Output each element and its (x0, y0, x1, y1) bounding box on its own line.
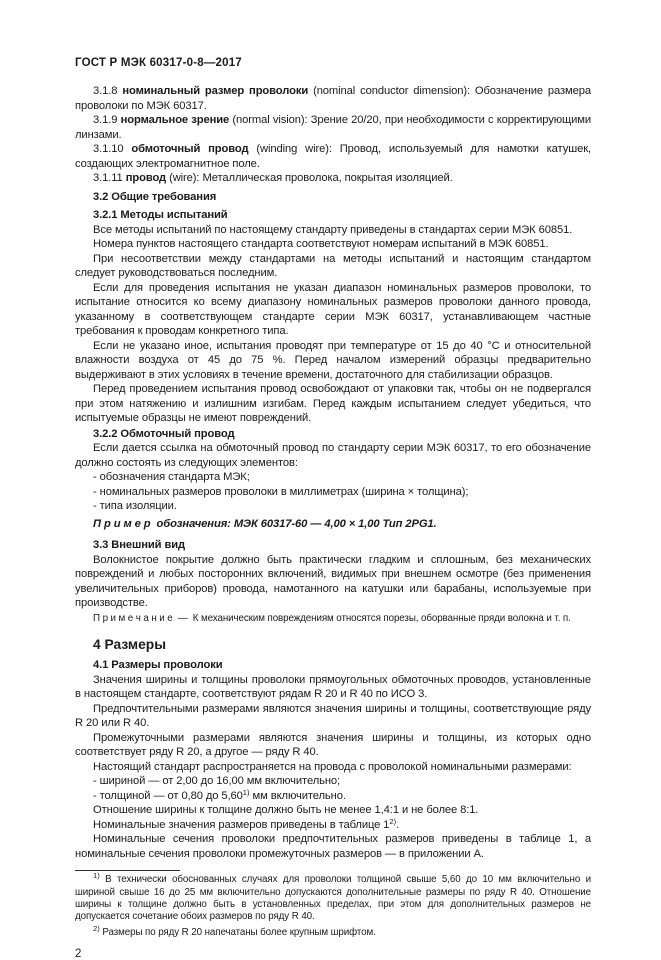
footnote-2-marker: 2) (93, 924, 100, 934)
term-number: 3.1.11 (93, 172, 123, 184)
list-item-text: мм включительно. (249, 789, 346, 802)
document-content (75, 84, 591, 861)
footnote-separator-rule (75, 870, 180, 871)
paragraph: Отношение ширины к толщине должно быть не менее 1,4:1 и не более 8:1. (93, 804, 479, 817)
example-designation: П р и м е р обозначения: МЭК 60317-60 — 4,00 × 1,00 Тип 2PG1. (93, 517, 437, 530)
paragraph-text: . (396, 818, 400, 831)
list-item: - типа изоляции. (93, 500, 177, 512)
paragraph: Если для проведения испытания не указан диапазон номинальных размеров проволоки, то испытание относится ко всему диапазону номинальных размеров проволоки данного провода, указанному в соответствующем стандарте серии МЭК 60317, устанавливающем частные требования к проводам конкретного типа. (75, 281, 591, 337)
list-item-text: - толщиной — от 0,80 до 5,60 (93, 789, 243, 802)
paragraph: Номера пунктов настоящего стандарта соответствуют номерам испытаний в МЭК 60851. (93, 238, 549, 250)
paragraph: Значения ширины и толщины проволоки прямоугольных обмоточных проводов, установленные в настоящем стандарте, соответствуют рядам R 20 и R 40 по ИСО 3. (75, 673, 591, 701)
term-text: (nominal conductor dimension): Обозначение размера проволоки по МЭК 60317. (75, 85, 592, 112)
paragraph: Перед проведением испытания провод освобождают от упаковки так, чтобы он не подвергался при этом натяжению и излишним изгибам. Перед каждым испытанием следует убедиться, что испытуемые образцы не имеют повреждений. (75, 383, 591, 424)
term-number: 3.1.10 (93, 143, 124, 155)
paragraph: При несоответствии между стандартами на методы испытаний и настоящим стандартом следует руководствоваться последним. (75, 252, 591, 279)
footnote-ref-2: 2) (389, 816, 397, 826)
section-heading-4-1: 4.1 Размеры проволоки (93, 659, 223, 672)
note: П р и м е ч а н и е — К механическим повреждениям относятся порезы, оборванные пряди волокна и т. п. (93, 612, 571, 624)
term-name: провод (125, 172, 167, 184)
paragraph: Волокнистое покрытие должно быть практически гладким и сплошным, без механических повреждений и любых посторонних включений, видимых при внешнем осмотре (без применения увеличительных приборов) провода, намотанного на катушки или барабаны, используемые при производстве. (75, 553, 591, 609)
page-number: 2 (75, 948, 82, 960)
term-name: номинальный размер проволоки (122, 85, 309, 97)
running-header: ГОСТ Р МЭК 60317-0-8—2017 (75, 57, 242, 69)
term-text: (wire): Металлическая проволока, покрытая изоляцией. (169, 172, 453, 184)
footnote-1-text: В технически обоснованных случаях для проволоки толщиной свыше 5,60 до 10 мм включительно и шириной свыше 16 до 25 мм включительно допускаются дополнительные размеры по ряду R 40. Отношение ширины к толщине должно быть в установленных пределах, при этом для дополнительных размеров не допускается сочетание обоих размеров по ряду R 40. (75, 874, 591, 923)
paragraph: Настоящий стандарт распространяется на провода с проволокой номинальными размерами: (93, 760, 572, 773)
list-item: - обозначения стандарта МЭК; (93, 471, 250, 483)
footnote-2 (75, 924, 591, 939)
list-item (75, 789, 591, 804)
list-item: - шириной — от 2,00 до 16,00 мм включительно; (93, 775, 341, 788)
term-definition-3-1-8 (75, 84, 591, 113)
chapter-heading-4: 4 Размеры (93, 636, 166, 652)
term-definition-3-1-10 (75, 142, 591, 171)
term-text: (winding wire): Провод, используемый для намотки катушек, создающих электромагнитное поле. (75, 143, 591, 170)
section-heading-3-3: 3.3 Внешний вид (93, 539, 186, 551)
term-name: обмоточный провод (131, 143, 249, 155)
paragraph: Промежуточными размерами являются значения ширины и толщины, из которых одно соответствует ряду R 20, а другое — ряду R 40. (75, 731, 591, 759)
term-definition-3-1-9 (75, 113, 591, 142)
paragraph: Если дается ссылка на обмоточный провод по стандарту серии МЭК 60317, то его обозначение должно состоять из следующих элементов: (75, 442, 591, 469)
section-heading-3-2-1: 3.2.1 Методы испытаний (93, 209, 228, 221)
term-definition-3-1-11 (75, 171, 591, 186)
term-number: 3.1.9 (93, 114, 118, 126)
footnote-2-text: Размеры по ряду R 20 напечатаны более крупным шрифтом. (99, 927, 376, 939)
section-heading-3-2-2: 3.2.2 Обмоточный провод (93, 427, 235, 440)
term-text: (normal vision): Зрение 20/20, при необходимости с корректирующими линзами. (75, 114, 592, 141)
term-name: нормальное зрение (120, 114, 230, 126)
paragraph: Если не указано иное, испытания проводят при температуре от 15 до 40 °С и относительной влажности воздуха от 45 до 75 %. Перед началом измерений образцы предварительно выдерживают в этих условиях в течение времени, достаточного для стабилизации образцов. (75, 339, 591, 381)
footnote-ref-1: 1) (242, 787, 250, 797)
footnote-1-marker: 1) (93, 871, 100, 881)
term-number: 3.1.8 (93, 85, 118, 97)
footnotes-block (75, 870, 591, 939)
paragraph: Предпочтительными размерами являются значения ширины и толщины, соответствующие ряду R 20 или R 40. (75, 702, 591, 730)
paragraph: Номинальные сечения проволоки предпочтительных размеров приведены в таблице 1, а номинальные сечения проволоки промежуточных размеров — в приложении А. (75, 833, 591, 860)
list-item: - номинальных размеров проволоки в миллиметрах (ширина × толщина); (93, 485, 469, 498)
paragraph-text: Номинальные значения размеров приведены в таблице 1 (93, 818, 390, 831)
section-heading-3-2: 3.2 Общие требования (93, 190, 217, 203)
footnote-1 (75, 871, 591, 923)
paragraph (75, 818, 591, 833)
paragraph: Все методы испытаний по настоящему стандарту приведены в стандартах серии МЭК 60851. (93, 223, 573, 236)
